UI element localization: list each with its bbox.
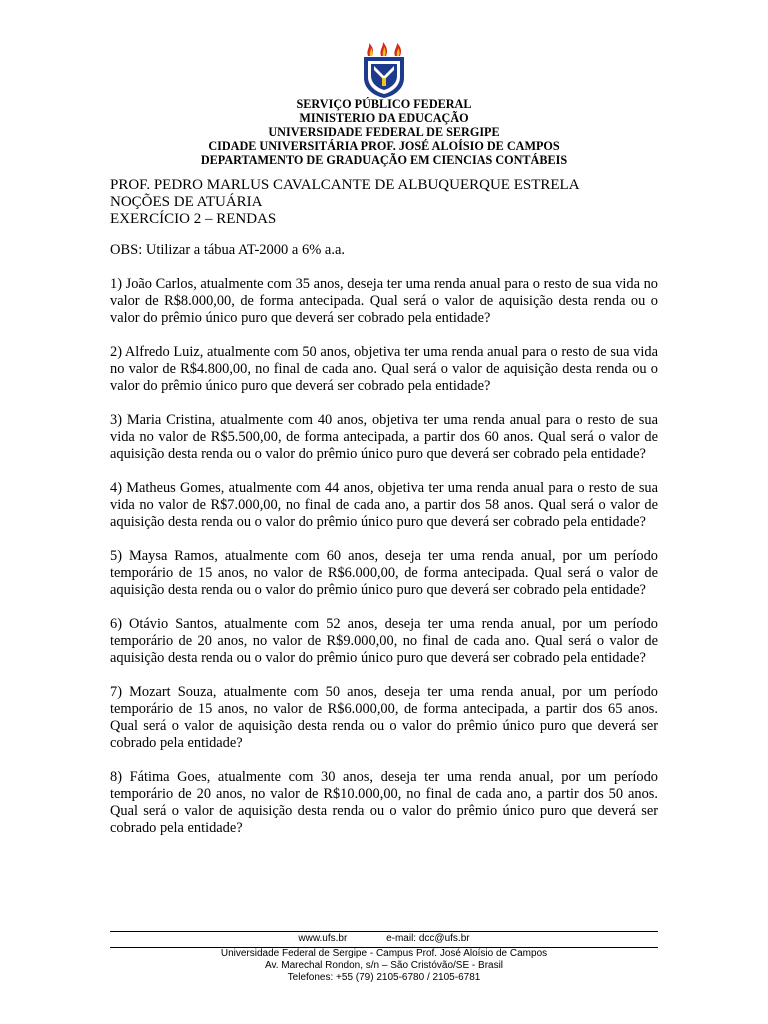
question-item: 5) Maysa Ramos, atualmente com 60 anos, deseja ter uma renda anual, por um período temporário de 15 anos, no valor de R$6.000,00, de forma antecipada. Qual será o valor de aquisição desta renda ou o valor do prêmio único puro que deverá ser cobrado pela entidade? (110, 548, 658, 598)
question-item: 2) Alfredo Luiz, atualmente com 50 anos, objetiva ter uma renda anual para o resto de sua vida no valor de R$4.800,00, no final de cada ano. Qual será o valor de aquisição desta renda ou o valor do prêmio único puro que deverá ser cobrado pela entidade? (110, 344, 658, 394)
question-item: 3) Maria Cristina, atualmente com 40 anos, objetiva ter uma renda anual para o resto de sua vida no valor de R$5.500,00, de forma antecipada, a partir dos 60 anos. Qual será o valor de aquisição desta renda ou o valor do prêmio único puro que deverá ser cobrado pela entidade? (110, 412, 658, 462)
exercise-title: EXERCÍCIO 2 – RENDAS (110, 211, 277, 227)
question-item: 1) João Carlos, atualmente com 35 anos, deseja ter uma renda anual para o resto de sua vida no valor de R$8.000,00, de forma antecipada. Qual será o valor de aquisição desta renda ou o valor do prêmio único puro que deverá ser cobrado pela entidade? (110, 276, 658, 326)
professor-name: PROF. PEDRO MARLUS CAVALCANTE DE ALBUQUERQUE ESTRELA (110, 177, 580, 193)
institution-header (100, 97, 668, 167)
observation-note: OBS: Utilizar a tábua AT-2000 a 6% a.a. (110, 242, 346, 258)
question-item: 4) Matheus Gomes, atualmente com 44 anos, objetiva ter uma renda anual para o resto de sua vida no valor de R$7.000,00, no final de cada ano, a partir dos 58 anos. Qual será o valor de aquisição desta renda ou o valor do prêmio único puro que deverá ser cobrado pela entidade? (110, 480, 658, 530)
footer-campus: Universidade Federal de Sergipe - Campus Prof. José Aloísio de Campos (220, 948, 548, 959)
header-line-department: DEPARTAMENTO DE GRADUAÇÃO EM CIENCIAS CONTÁBEIS (200, 153, 568, 167)
question-item: 6) Otávio Santos, atualmente com 52 anos, deseja ter uma renda anual, por um período temporário de 20 anos, no valor de R$9.000,00, no final de cada ano. Qual será o valor de aquisição desta renda ou o valor do prêmio único puro que deverá ser cobrado pela entidade? (110, 616, 658, 666)
footer-contact-links (110, 933, 658, 945)
university-crest-icon (362, 42, 406, 98)
exercise-intro (110, 177, 658, 228)
header-line-ministry: MINISTERIO DA EDUCAÇÃO (299, 111, 469, 125)
footer-address: Av. Marechal Rondon, s/n – São Cristóvão/SE - Brasil (264, 960, 504, 971)
course-name: NOÇÕES DE ATUÁRIA (110, 194, 263, 210)
footer-divider (110, 931, 658, 932)
page-footer (110, 931, 658, 984)
header-line-campus: CIDADE UNIVERSITÁRIA PROF. JOSÉ ALOÍSIO DE CAMPOS (208, 139, 560, 153)
email-link[interactable]: e-mail: dcc@ufs.br (386, 933, 470, 944)
header-line-service: SERVIÇO PÚBLICO FEDERAL (296, 97, 472, 111)
question-list (110, 276, 658, 854)
question-item: 8) Fátima Goes, atualmente com 30 anos, deseja ter uma renda anual, por um período temporário de 20 anos, no valor de R$10.000,00, no final de cada ano, a partir dos 50 anos. Qual será o valor de aquisição desta renda ou o valor do prêmio único puro que deverá ser cobrado pela entidade? (110, 769, 658, 836)
website-link[interactable]: www.ufs.br (298, 933, 348, 944)
header-line-university: UNIVERSIDADE FEDERAL DE SERGIPE (268, 125, 500, 139)
footer-phones: Telefones: +55 (79) 2105-6780 / 2105-6781 (287, 972, 481, 983)
question-item: 7) Mozart Souza, atualmente com 50 anos, deseja ter uma renda anual, por um período temporário de 15 anos, no valor de R$6.000,00, de forma antecipada, a partir dos 65 anos. Qual será o valor de aquisição desta renda ou o valor do prêmio único puro que deverá ser cobrado pela entidade? (110, 684, 658, 751)
